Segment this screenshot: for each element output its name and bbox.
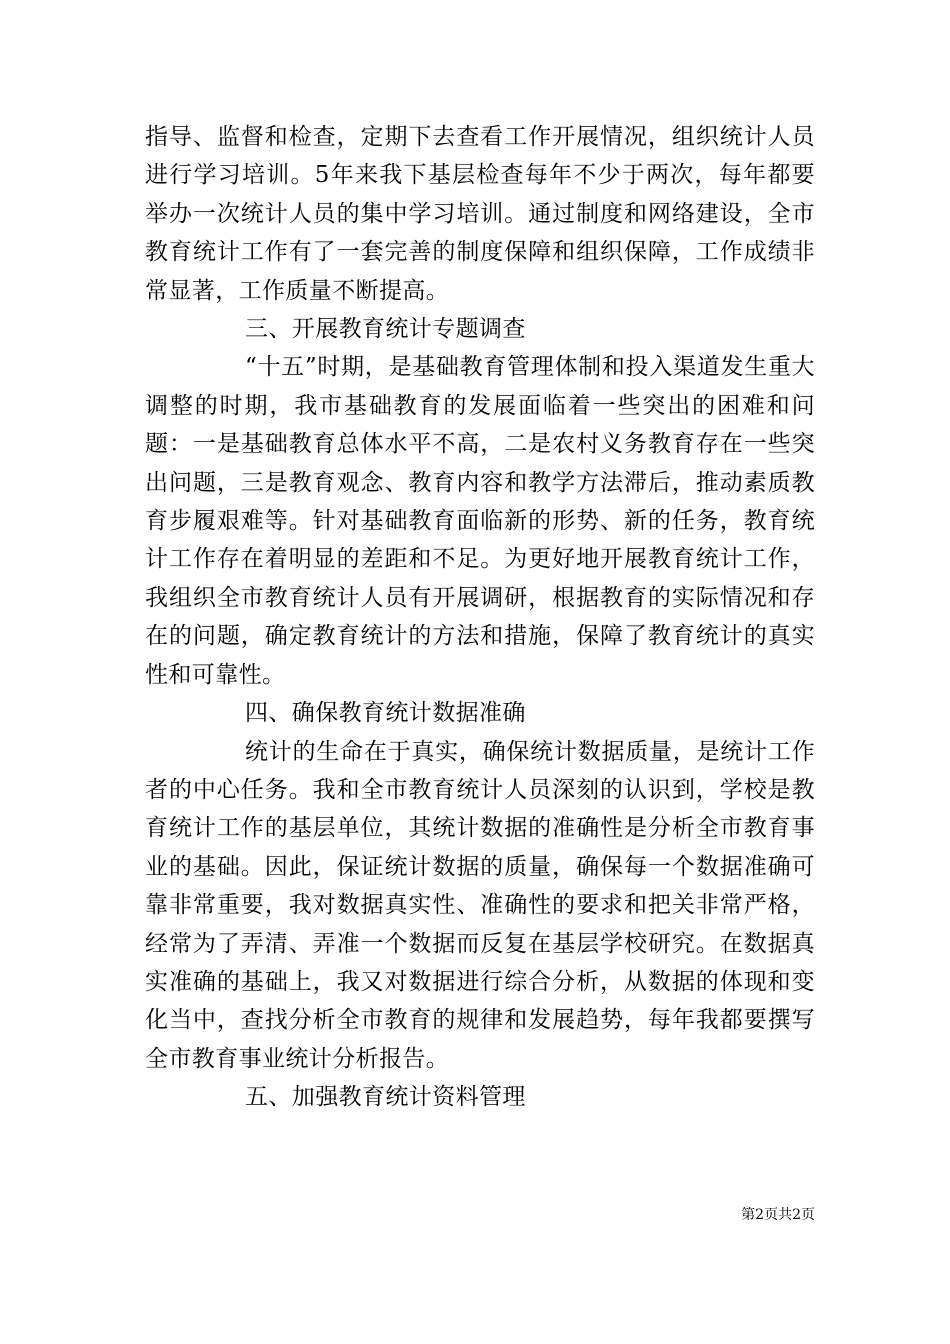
document-body: [145, 118, 815, 1117]
paragraph-section-3: “十五”时期，是基础教育管理体制和投入渠道发生重大调整的时期，我市基础教育的发展面临着一些突出的困难和问题：一是基础教育总体水平不高，二是农村义务教育存在一些突出问题，三是教育观念、教育内容和教学方法滞后，推动素质教育步履艰难等。针对基础教育面临新的形势、新的任务，教育统计工作存在着明显的差距和不足。为更好地开展教育统计工作，我组织全市教育统计人员有开展调研，根据教育的实际情况和存在的问题，确定教育统计的方法和措施，保障了教育统计的真实性和可靠性。: [145, 354, 815, 688]
section-heading-3: 三、开展教育统计专题调查: [245, 316, 526, 343]
paragraph-continuation: 指导、监督和检查，定期下去查看工作开展情况，组织统计人员进行学习培训。5年来我下基层检查每年不少于两次，每年都要举办一次统计人员的集中学习培训。通过制度和网络建设，全市教育统计工作有了一套完善的制度保障和组织保障，工作成绩非常显著，工作质量不断提高。: [145, 124, 815, 304]
paragraph-section-4: 统计的生命在于真实，确保统计数据质量，是统计工作者的中心任务。我和全市教育统计人员深刻的认识到，学校是教育统计工作的基层单位，其统计数据的准确性是分析全市教育事业的基础。因此，保证统计数据的质量，确保每一个数据准确可靠非常重要，我对数据真实性、准确性的要求和把关非常严格，经常为了弄清、弄准一个数据而反复在基层学校研究。在数据真实准确的基础上，我又对数据进行综合分析，从数据的体现和变化当中，查找分析全市教育的规律和发展趋势，每年我都要撰写全市教育事业统计分析报告。: [145, 738, 815, 1072]
section-heading-5: 五、加强教育统计资料管理: [245, 1084, 526, 1111]
page-number-footer: 第2页共2页: [741, 1207, 815, 1223]
section-heading-4: 四、确保教育统计数据准确: [245, 700, 526, 727]
